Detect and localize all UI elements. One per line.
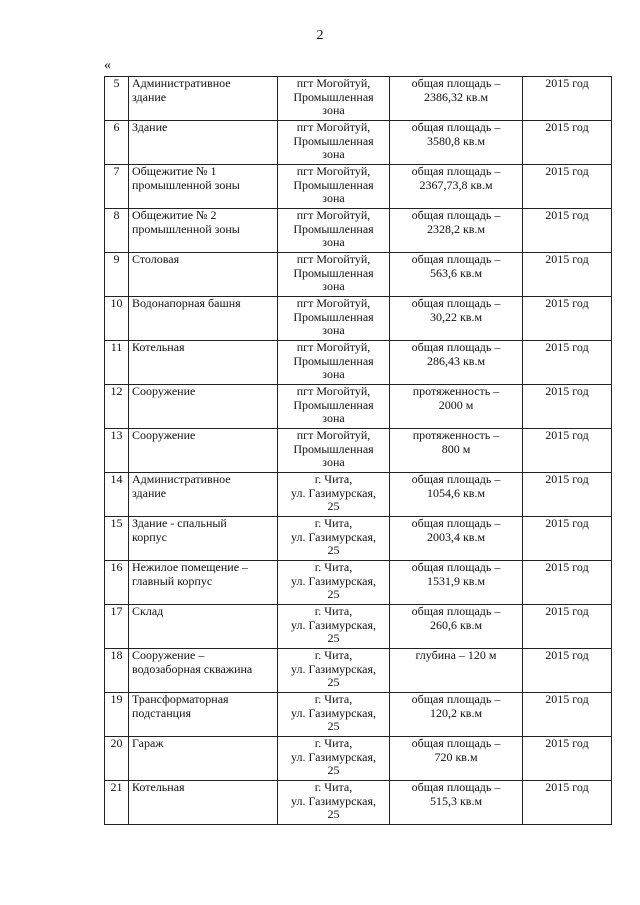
year-cell: 2015 год — [523, 121, 612, 165]
characteristic-line: 563,6 кв.м — [429, 265, 483, 280]
characteristic-cell — [390, 649, 523, 693]
object-name-line: Котельная — [132, 340, 185, 354]
characteristic-cell — [390, 605, 523, 649]
object-name-line: здание — [132, 485, 167, 500]
year-cell: 2015 год — [523, 209, 612, 253]
address-cell — [278, 253, 390, 297]
address-cell — [278, 737, 390, 781]
object-name-cell — [129, 561, 278, 605]
characteristic-cell — [390, 561, 523, 605]
characteristic-line: общая площадь – — [411, 472, 501, 486]
characteristic-line: общая площадь – — [411, 120, 501, 134]
address-line: Промышленная — [293, 133, 374, 148]
characteristic-line: 120,2 кв.м — [429, 705, 483, 720]
table-row — [105, 517, 612, 561]
characteristic-line: общая площадь – — [411, 340, 501, 354]
address-line: пгт Могойтуй, — [296, 164, 371, 178]
page-number: 2 — [316, 28, 324, 43]
year-cell: 2015 год — [523, 429, 612, 473]
address-line: ул. Газимурская, — [290, 793, 376, 808]
object-name-line: Склад — [132, 604, 164, 618]
table-row — [105, 165, 612, 209]
year-cell: 2015 год — [523, 341, 612, 385]
row-number-cell: 7 — [105, 165, 129, 209]
row-number-cell: 12 — [105, 385, 129, 429]
address-line: г. Чита, — [314, 780, 353, 794]
object-name-cell — [129, 341, 278, 385]
address-line: 25 — [327, 763, 340, 777]
table-row — [105, 649, 612, 693]
year-cell: 2015 год — [523, 473, 612, 517]
row-number-cell: 17 — [105, 605, 129, 649]
characteristic-cell — [390, 429, 523, 473]
address-line: зона — [322, 411, 345, 425]
object-name-line: Административное — [132, 472, 231, 486]
address-line: 25 — [327, 675, 340, 689]
table-row — [105, 561, 612, 605]
object-name-line: Гараж — [132, 736, 164, 750]
address-line: г. Чита, — [314, 516, 353, 530]
address-line: 25 — [327, 499, 340, 513]
table-row — [105, 121, 612, 165]
object-name-cell — [129, 209, 278, 253]
table-row — [105, 781, 612, 825]
object-name-cell — [129, 649, 278, 693]
characteristic-line: общая площадь – — [411, 252, 501, 266]
address-line: 25 — [327, 631, 340, 645]
characteristic-line: 2367,73,8 кв.м — [419, 177, 493, 192]
address-line: пгт Могойтуй, — [296, 340, 371, 354]
address-cell — [278, 121, 390, 165]
row-number-cell: 15 — [105, 517, 129, 561]
row-number-cell: 10 — [105, 297, 129, 341]
characteristic-line: 286,43 кв.м — [426, 353, 486, 368]
table-row — [105, 209, 612, 253]
object-name-cell — [129, 77, 278, 121]
address-line: Промышленная — [293, 177, 374, 192]
address-cell — [278, 429, 390, 473]
characteristic-line: протяженность – — [412, 428, 500, 442]
characteristic-line: общая площадь – — [411, 780, 501, 794]
address-cell — [278, 781, 390, 825]
address-cell — [278, 693, 390, 737]
address-line: зона — [322, 367, 345, 381]
object-name-line: здание — [132, 89, 167, 104]
object-name-line: Столовая — [132, 252, 180, 266]
object-name-line: Сооружение — [132, 384, 196, 398]
address-cell — [278, 649, 390, 693]
table-row — [105, 385, 612, 429]
address-line: ул. Газимурская, — [290, 749, 376, 764]
table-row — [105, 693, 612, 737]
row-number-cell: 21 — [105, 781, 129, 825]
row-number-cell: 13 — [105, 429, 129, 473]
year-cell: 2015 год — [523, 517, 612, 561]
year-cell: 2015 год — [523, 561, 612, 605]
address-line: Промышленная — [293, 89, 374, 104]
table-row — [105, 77, 612, 121]
object-name-cell — [129, 253, 278, 297]
characteristic-line: общая площадь – — [411, 560, 501, 574]
address-line: пгт Могойтуй, — [296, 208, 371, 222]
row-number-cell: 18 — [105, 649, 129, 693]
row-number-cell: 14 — [105, 473, 129, 517]
address-line: Промышленная — [293, 309, 374, 324]
address-cell — [278, 517, 390, 561]
object-name-line: Водонапорная башня — [132, 296, 241, 310]
address-line: 25 — [327, 807, 340, 821]
object-name-line: Здание — [132, 120, 168, 134]
row-number-cell: 20 — [105, 737, 129, 781]
characteristic-line: 30,22 кв.м — [429, 309, 483, 324]
address-line: Промышленная — [293, 265, 374, 280]
address-line: зона — [322, 103, 345, 117]
object-name-cell — [129, 781, 278, 825]
address-line: Промышленная — [293, 397, 374, 412]
object-name-line: Административное — [132, 76, 231, 90]
object-name-cell — [129, 605, 278, 649]
characteristic-line: общая площадь – — [411, 692, 501, 706]
address-line: зона — [322, 279, 345, 293]
year-cell: 2015 год — [523, 781, 612, 825]
characteristic-line: 1531,9 кв.м — [426, 573, 486, 588]
object-name-cell — [129, 693, 278, 737]
characteristic-line: 515,3 кв.м — [429, 793, 483, 808]
object-name-line: промышленной зоны — [132, 177, 240, 192]
object-name-line: Котельная — [132, 780, 185, 794]
address-line: ул. Газимурская, — [290, 485, 376, 500]
object-name-line: промышленной зоны — [132, 221, 240, 236]
year-cell: 2015 год — [523, 385, 612, 429]
object-name-line: корпус — [132, 529, 167, 544]
characteristic-cell — [390, 737, 523, 781]
opening-quote-mark: « — [104, 58, 111, 73]
address-line: пгт Могойтуй, — [296, 76, 371, 90]
row-number-cell: 9 — [105, 253, 129, 297]
object-name-cell — [129, 385, 278, 429]
characteristic-cell — [390, 77, 523, 121]
object-name-line: Общежитие № 2 — [132, 208, 217, 222]
characteristic-cell — [390, 253, 523, 297]
address-line: ул. Газимурская, — [290, 529, 376, 544]
object-name-line: Здание - спальный — [132, 516, 227, 530]
address-line: 25 — [327, 719, 340, 733]
characteristic-line: 260,6 кв.м — [429, 617, 483, 632]
address-line: г. Чита, — [314, 472, 353, 486]
address-line: пгт Могойтуй, — [296, 252, 371, 266]
characteristic-cell — [390, 781, 523, 825]
object-name-cell — [129, 297, 278, 341]
object-name-cell — [129, 517, 278, 561]
year-cell: 2015 год — [523, 253, 612, 297]
address-line: ул. Газимурская, — [290, 661, 376, 676]
address-line: г. Чита, — [314, 604, 353, 618]
row-number-cell: 6 — [105, 121, 129, 165]
year-cell: 2015 год — [523, 737, 612, 781]
address-line: 25 — [327, 587, 340, 601]
characteristic-line: 2328,2 кв.м — [426, 221, 486, 236]
address-cell — [278, 297, 390, 341]
object-name-cell — [129, 473, 278, 517]
table-row — [105, 429, 612, 473]
characteristic-line: общая площадь – — [411, 604, 501, 618]
characteristic-line: 2386,32 кв.м — [423, 89, 489, 104]
table-row — [105, 737, 612, 781]
characteristic-line: общая площадь – — [411, 208, 501, 222]
address-cell — [278, 341, 390, 385]
characteristic-line: 2000 м — [438, 397, 474, 412]
year-cell: 2015 год — [523, 165, 612, 209]
object-name-line: подстанция — [132, 705, 192, 720]
year-cell: 2015 год — [523, 605, 612, 649]
characteristic-cell — [390, 165, 523, 209]
address-cell — [278, 165, 390, 209]
table-row — [105, 605, 612, 649]
characteristic-line: общая площадь – — [411, 516, 501, 530]
address-cell — [278, 605, 390, 649]
characteristic-cell — [390, 297, 523, 341]
address-cell — [278, 561, 390, 605]
table-row — [105, 341, 612, 385]
characteristic-line: глубина – 120 м — [415, 648, 497, 662]
characteristic-cell — [390, 693, 523, 737]
object-name-line: главный корпус — [132, 573, 213, 588]
address-line: зона — [322, 147, 345, 161]
property-table — [104, 76, 612, 825]
row-number-cell: 8 — [105, 209, 129, 253]
address-cell — [278, 209, 390, 253]
year-cell: 2015 год — [523, 649, 612, 693]
year-cell: 2015 год — [523, 297, 612, 341]
object-name-line: Общежитие № 1 — [132, 164, 217, 178]
table-row — [105, 473, 612, 517]
year-cell: 2015 год — [523, 693, 612, 737]
address-line: зона — [322, 191, 345, 205]
object-name-line: Трансформаторная — [132, 692, 229, 706]
characteristic-line: общая площадь – — [411, 296, 501, 310]
characteristic-cell — [390, 121, 523, 165]
row-number-cell: 16 — [105, 561, 129, 605]
address-line: зона — [322, 455, 345, 469]
address-line: ул. Газимурская, — [290, 705, 376, 720]
object-name-line: Сооружение – — [132, 648, 205, 662]
property-table-body — [105, 77, 612, 825]
object-name-cell — [129, 165, 278, 209]
address-line: 25 — [327, 543, 340, 557]
object-name-line: Сооружение — [132, 428, 196, 442]
characteristic-line: 1054,6 кв.м — [426, 485, 486, 500]
year-cell: 2015 год — [523, 77, 612, 121]
address-line: Промышленная — [293, 353, 374, 368]
characteristic-line: общая площадь – — [411, 164, 501, 178]
address-line: ул. Газимурская, — [290, 617, 376, 632]
row-number-cell: 5 — [105, 77, 129, 121]
characteristic-cell — [390, 341, 523, 385]
characteristic-cell — [390, 517, 523, 561]
row-number-cell: 11 — [105, 341, 129, 385]
address-line: пгт Могойтуй, — [296, 428, 371, 442]
characteristic-line: 3580,8 кв.м — [426, 133, 486, 148]
address-cell — [278, 473, 390, 517]
address-line: зона — [322, 323, 345, 337]
object-name-cell — [129, 429, 278, 473]
address-line: пгт Могойтуй, — [296, 120, 371, 134]
characteristic-line: общая площадь – — [411, 736, 501, 750]
object-name-line: Нежилое помещение – — [132, 560, 249, 574]
characteristic-cell — [390, 209, 523, 253]
address-cell — [278, 385, 390, 429]
address-line: г. Чита, — [314, 560, 353, 574]
characteristic-cell — [390, 473, 523, 517]
address-line: пгт Могойтуй, — [296, 296, 371, 310]
address-line: г. Чита, — [314, 736, 353, 750]
address-line: ул. Газимурская, — [290, 573, 376, 588]
object-name-cell — [129, 121, 278, 165]
address-cell — [278, 77, 390, 121]
address-line: г. Чита, — [314, 692, 353, 706]
characteristic-line: 2003,4 кв.м — [426, 529, 486, 544]
table-row — [105, 253, 612, 297]
characteristic-cell — [390, 385, 523, 429]
object-name-cell — [129, 737, 278, 781]
address-line: Промышленная — [293, 221, 374, 236]
address-line: г. Чита, — [314, 648, 353, 662]
address-line: Промышленная — [293, 441, 374, 456]
address-line: пгт Могойтуй, — [296, 384, 371, 398]
characteristic-line: протяженность – — [412, 384, 500, 398]
characteristic-line: общая площадь – — [411, 76, 501, 90]
table-row — [105, 297, 612, 341]
characteristic-line: 800 м — [441, 441, 471, 456]
object-name-line: водозаборная скважина — [132, 661, 253, 676]
characteristic-line: 720 кв.м — [434, 749, 478, 764]
address-line: зона — [322, 235, 345, 249]
row-number-cell: 19 — [105, 693, 129, 737]
